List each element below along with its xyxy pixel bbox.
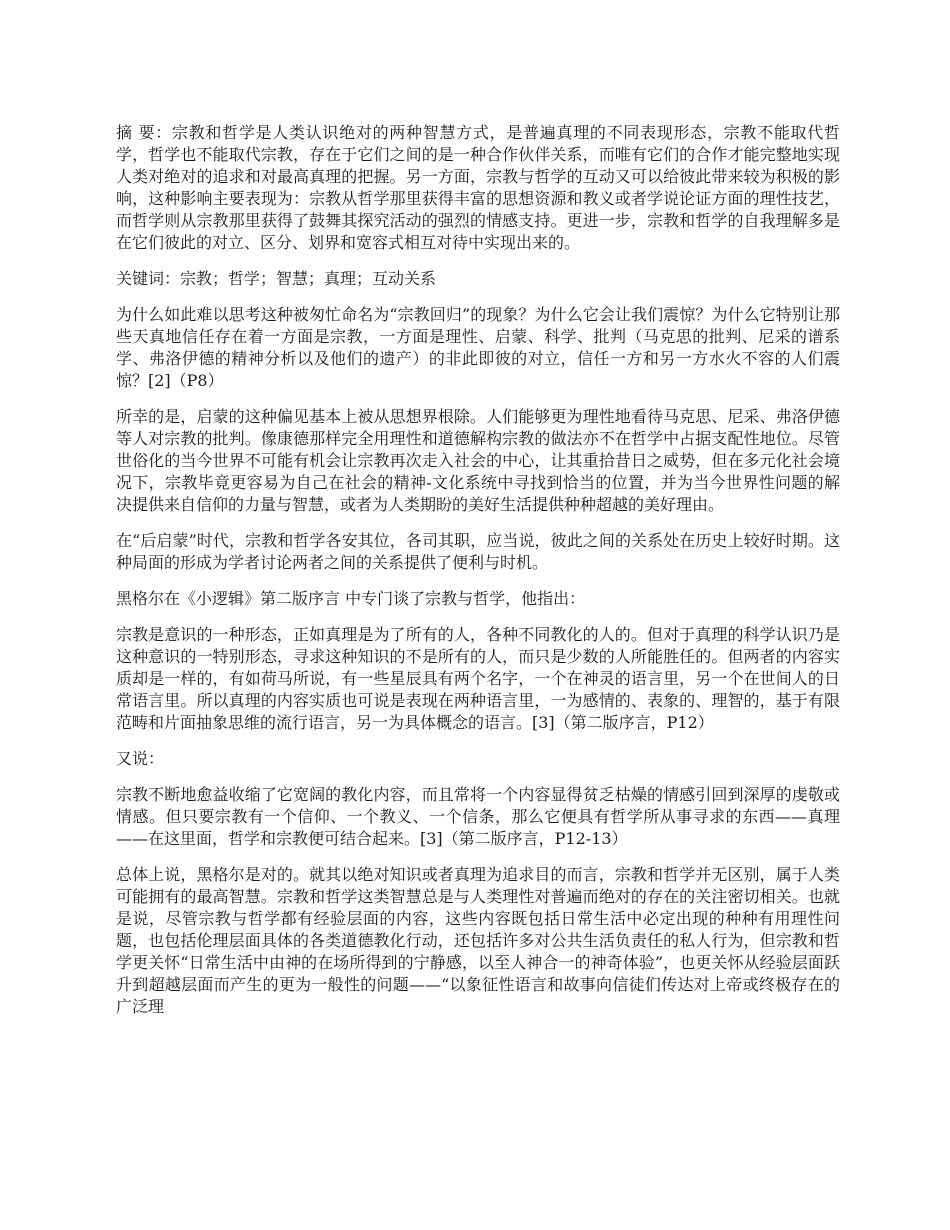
keywords-paragraph: 关键词：宗教；哲学；智慧；真理；互动关系	[116, 269, 437, 288]
abstract-paragraph: 摘 要：宗教和哲学是人类认识绝对的两种智慧方式，是普遍真理的不同表现形态，宗教不能取代哲学，哲学也不能取代宗教，存在于它们之间的是一种合作伙伴关系，而唯有它们的合作才能完整地实现人类对绝对的追求和对最高真理的把握。另一方面，宗教与哲学的互动又可以给彼此带来较为积极的影响，这种影响主要表现为：宗教从哲学那里获得丰富的思想资源和教义或者学说论证方面的理性技艺，而哲学则从宗教那里获得了鼓舞其探究活动的强烈的情感支持。更进一步，宗教和哲学的自我理解多是在它们彼此的对立、区分、划界和宽容式相互对待中实现出来的。	[116, 123, 840, 252]
body-paragraph-3: 在“后启蒙”时代，宗教和哲学各安其位，各司其职，应当说，彼此之间的关系处在历史上较好时期。这种局面的形成为学者讨论两者之间的关系提供了便利与时机。	[116, 531, 840, 572]
body-paragraph-4: 黑格尔在《小逻辑》第二版序言 中专门谈了宗教与哲学，他指出：	[116, 589, 586, 608]
quote-paragraph-1: 宗教是意识的一种形态，正如真理是为了所有的人，各种不同教化的人的。但对于真理的科学认识乃是这种意识的一特别形态，寻求这种知识的不是所有的人，而只是少数的人所能胜任的。但两者的内容实质却是一样的，有如荷马所说，有一些星辰具有两个名字，一个在神灵的语言里，另一个在世间人的日常语言里。所以真理的内容实质也可说是表现在两种语言里，一为感情的、表象的、理智的，基于有限范畴和片面抽象思维的流行语言，另一为具体概念的语言。[3]（第二版序言，P12）	[116, 625, 840, 732]
body-paragraph-5: 又说：	[116, 749, 165, 768]
body-paragraph-6: 总体上说，黑格尔是对的。就其以绝对知识或者真理为追求目的而言，宗教和哲学并无区别，属于人类可能拥有的最高智慧。宗教和哲学这类智慧总是与人类理性对普遍而绝对的存在的关注密切相关。也就是说，尽管宗教与哲学都有经验层面的内容，这些内容既包括日常生活中必定出现的种种有用理性问题，也包括伦理层面具体的各类道德教化行动，还包括许多对公共生活负责任的私人行为，但宗教和哲学更关怀“日常生活中由神的在场所得到的宁静感，以至人神合一的神奇体验”，也更关怀从经验层面跃升到超越层面而产生的更为一般性的问题——“以象征性语言和故事向信徒们传达对上帝或终极存在的广泛理	[116, 865, 840, 1016]
body-paragraph-1: 为什么如此难以思考这种被匆忙命名为“宗教回归”的现象？为什么它会让我们震惊？为什么它特别让那些天真地信任存在着一方面是宗教，一方面是理性、启蒙、科学、批判（马克思的批判、尼采的谱系学、弗洛伊德的精神分析以及他们的遗产）的非此即彼的对立，信任一方和另一方水火不容的人们震惊？[2]（P8）	[116, 305, 840, 390]
body-paragraph-2: 所幸的是，启蒙的这种偏见基本上被从思想界根除。人们能够更为理性地看待马克思、尼采、弗洛伊德等人对宗教的批判。像康德那样完全用理性和道德解构宗教的做法亦不在哲学中占据支配性地位。尽管世俗化的当今世界不可能有机会让宗教再次走入社会的中心，让其重拾昔日之威势，但在多元化社会境况下，宗教毕竟更容易为自己在社会的精神-文化系统中寻找到恰当的位置，并为当今世界性问题的解决提供来自信仰的力量与智慧，或者为人类期盼的美好生活提供种种超越的美好理由。	[116, 407, 840, 514]
quote-paragraph-2: 宗教不断地愈益收缩了它宽阔的教化内容，而且常将一个内容显得贫乏枯燥的情感引回到深厚的虔敬或情感。但只要宗教有一个信仰、一个教义、一个信条，那么它便具有哲学所从事寻求的东西——真理——在这里面，哲学和宗教便可结合起来。[3]（第二版序言，P12-13）	[116, 785, 840, 848]
document-body	[116, 122, 840, 1032]
